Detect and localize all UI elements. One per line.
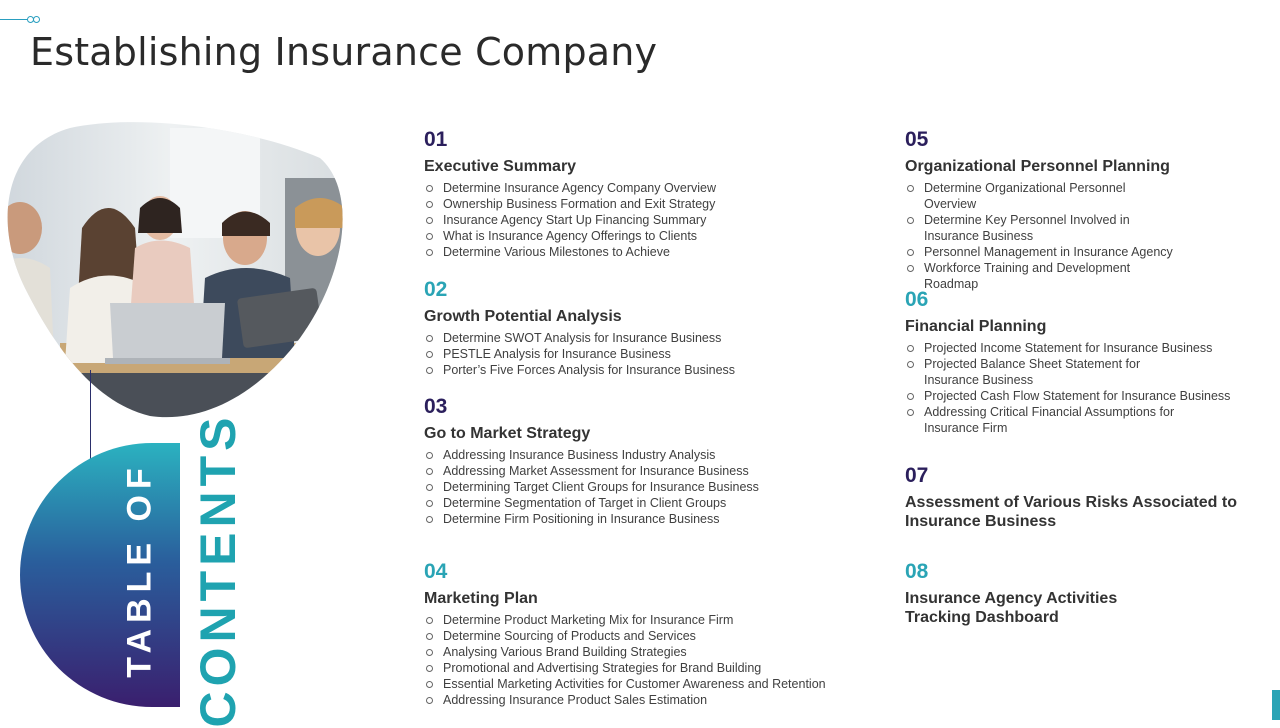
section-number: 02 [424, 278, 448, 301]
section-02 [424, 278, 735, 378]
list-item: Determine Product Marketing Mix for Insurance Firm [424, 612, 826, 628]
list-item: PESTLE Analysis for Insurance Business [424, 346, 735, 362]
section-07 [905, 464, 1245, 531]
decorative-line [0, 19, 28, 20]
list-item: Workforce Training and Development Roadmap [905, 260, 1175, 292]
section-08 [905, 560, 1145, 627]
list-item: Personnel Management in Insurance Agency [905, 244, 1175, 260]
list-item: Projected Cash Flow Statement for Insurance Business [905, 388, 1260, 404]
page-title: Establishing Insurance Company [30, 30, 658, 74]
section-title: Financial Planning [905, 318, 1047, 335]
list-item: Analysing Various Brand Building Strategies [424, 644, 826, 660]
list-item: Addressing Insurance Product Sales Estimation [424, 692, 826, 708]
section-title: Growth Potential Analysis [424, 308, 622, 325]
list-item: Determine Organizational Personnel Overview [905, 180, 1175, 212]
team-meeting-photo-icon [0, 118, 345, 420]
list-item: Addressing Insurance Business Industry Analysis [424, 447, 759, 463]
list-item: Projected Income Statement for Insurance Business [905, 340, 1260, 356]
section-number: 07 [905, 464, 929, 487]
list-item: Projected Balance Sheet Statement for Insurance Business [905, 356, 1174, 388]
list-item: Determine Sourcing of Products and Services [424, 628, 826, 644]
section-title: Insurance Agency Activities Tracking Dashboard [905, 590, 1118, 626]
corner-accent [1272, 690, 1280, 720]
section-number: 06 [905, 288, 929, 311]
list-item: What is Insurance Agency Offerings to Clients [424, 228, 716, 244]
section-number: 05 [905, 128, 929, 151]
list-item: Promotional and Advertising Strategies for Brand Building [424, 660, 826, 676]
list-item: Insurance Agency Start Up Financing Summary [424, 212, 716, 228]
section-title: Assessment of Various Risks Associated to Insurance Business [905, 494, 1237, 530]
section-number: 01 [424, 128, 448, 151]
list-item: Determine Insurance Agency Company Overview [424, 180, 716, 196]
list-item: Determine Various Milestones to Achieve [424, 244, 716, 260]
decorative-dot [33, 16, 40, 23]
section-06 [905, 288, 1265, 436]
section-05 [905, 128, 1225, 292]
section-title: Executive Summary [424, 158, 577, 175]
list-item: Addressing Critical Financial Assumptions for Insurance Firm [905, 404, 1214, 436]
list-item: Determine Firm Positioning in Insurance Business [424, 511, 759, 527]
list-item: Essential Marketing Activities for Customer Awareness and Retention [424, 676, 826, 692]
section-title: Go to Market Strategy [424, 425, 591, 442]
toc-label-contents: CONTENTS [190, 412, 246, 728]
list-item: Determining Target Client Groups for Insurance Business [424, 479, 759, 495]
list-item: Porter’s Five Forces Analysis for Insurance Business [424, 362, 735, 378]
section-03 [424, 395, 759, 527]
section-title: Organizational Personnel Planning [905, 158, 1170, 175]
toc-label-table-of: TABLE OF [120, 462, 159, 678]
section-number: 03 [424, 395, 448, 418]
list-item: Determine Key Personnel Involved in Insurance Business [905, 212, 1154, 244]
section-number: 04 [424, 560, 448, 583]
list-item: Determine Segmentation of Target in Client Groups [424, 495, 759, 511]
list-item: Addressing Market Assessment for Insurance Business [424, 463, 759, 479]
list-item: Determine SWOT Analysis for Insurance Business [424, 330, 735, 346]
section-title: Marketing Plan [424, 590, 538, 607]
section-04 [424, 560, 826, 708]
list-item: Ownership Business Formation and Exit Strategy [424, 196, 716, 212]
section-number: 08 [905, 560, 929, 583]
section-01 [424, 128, 716, 260]
